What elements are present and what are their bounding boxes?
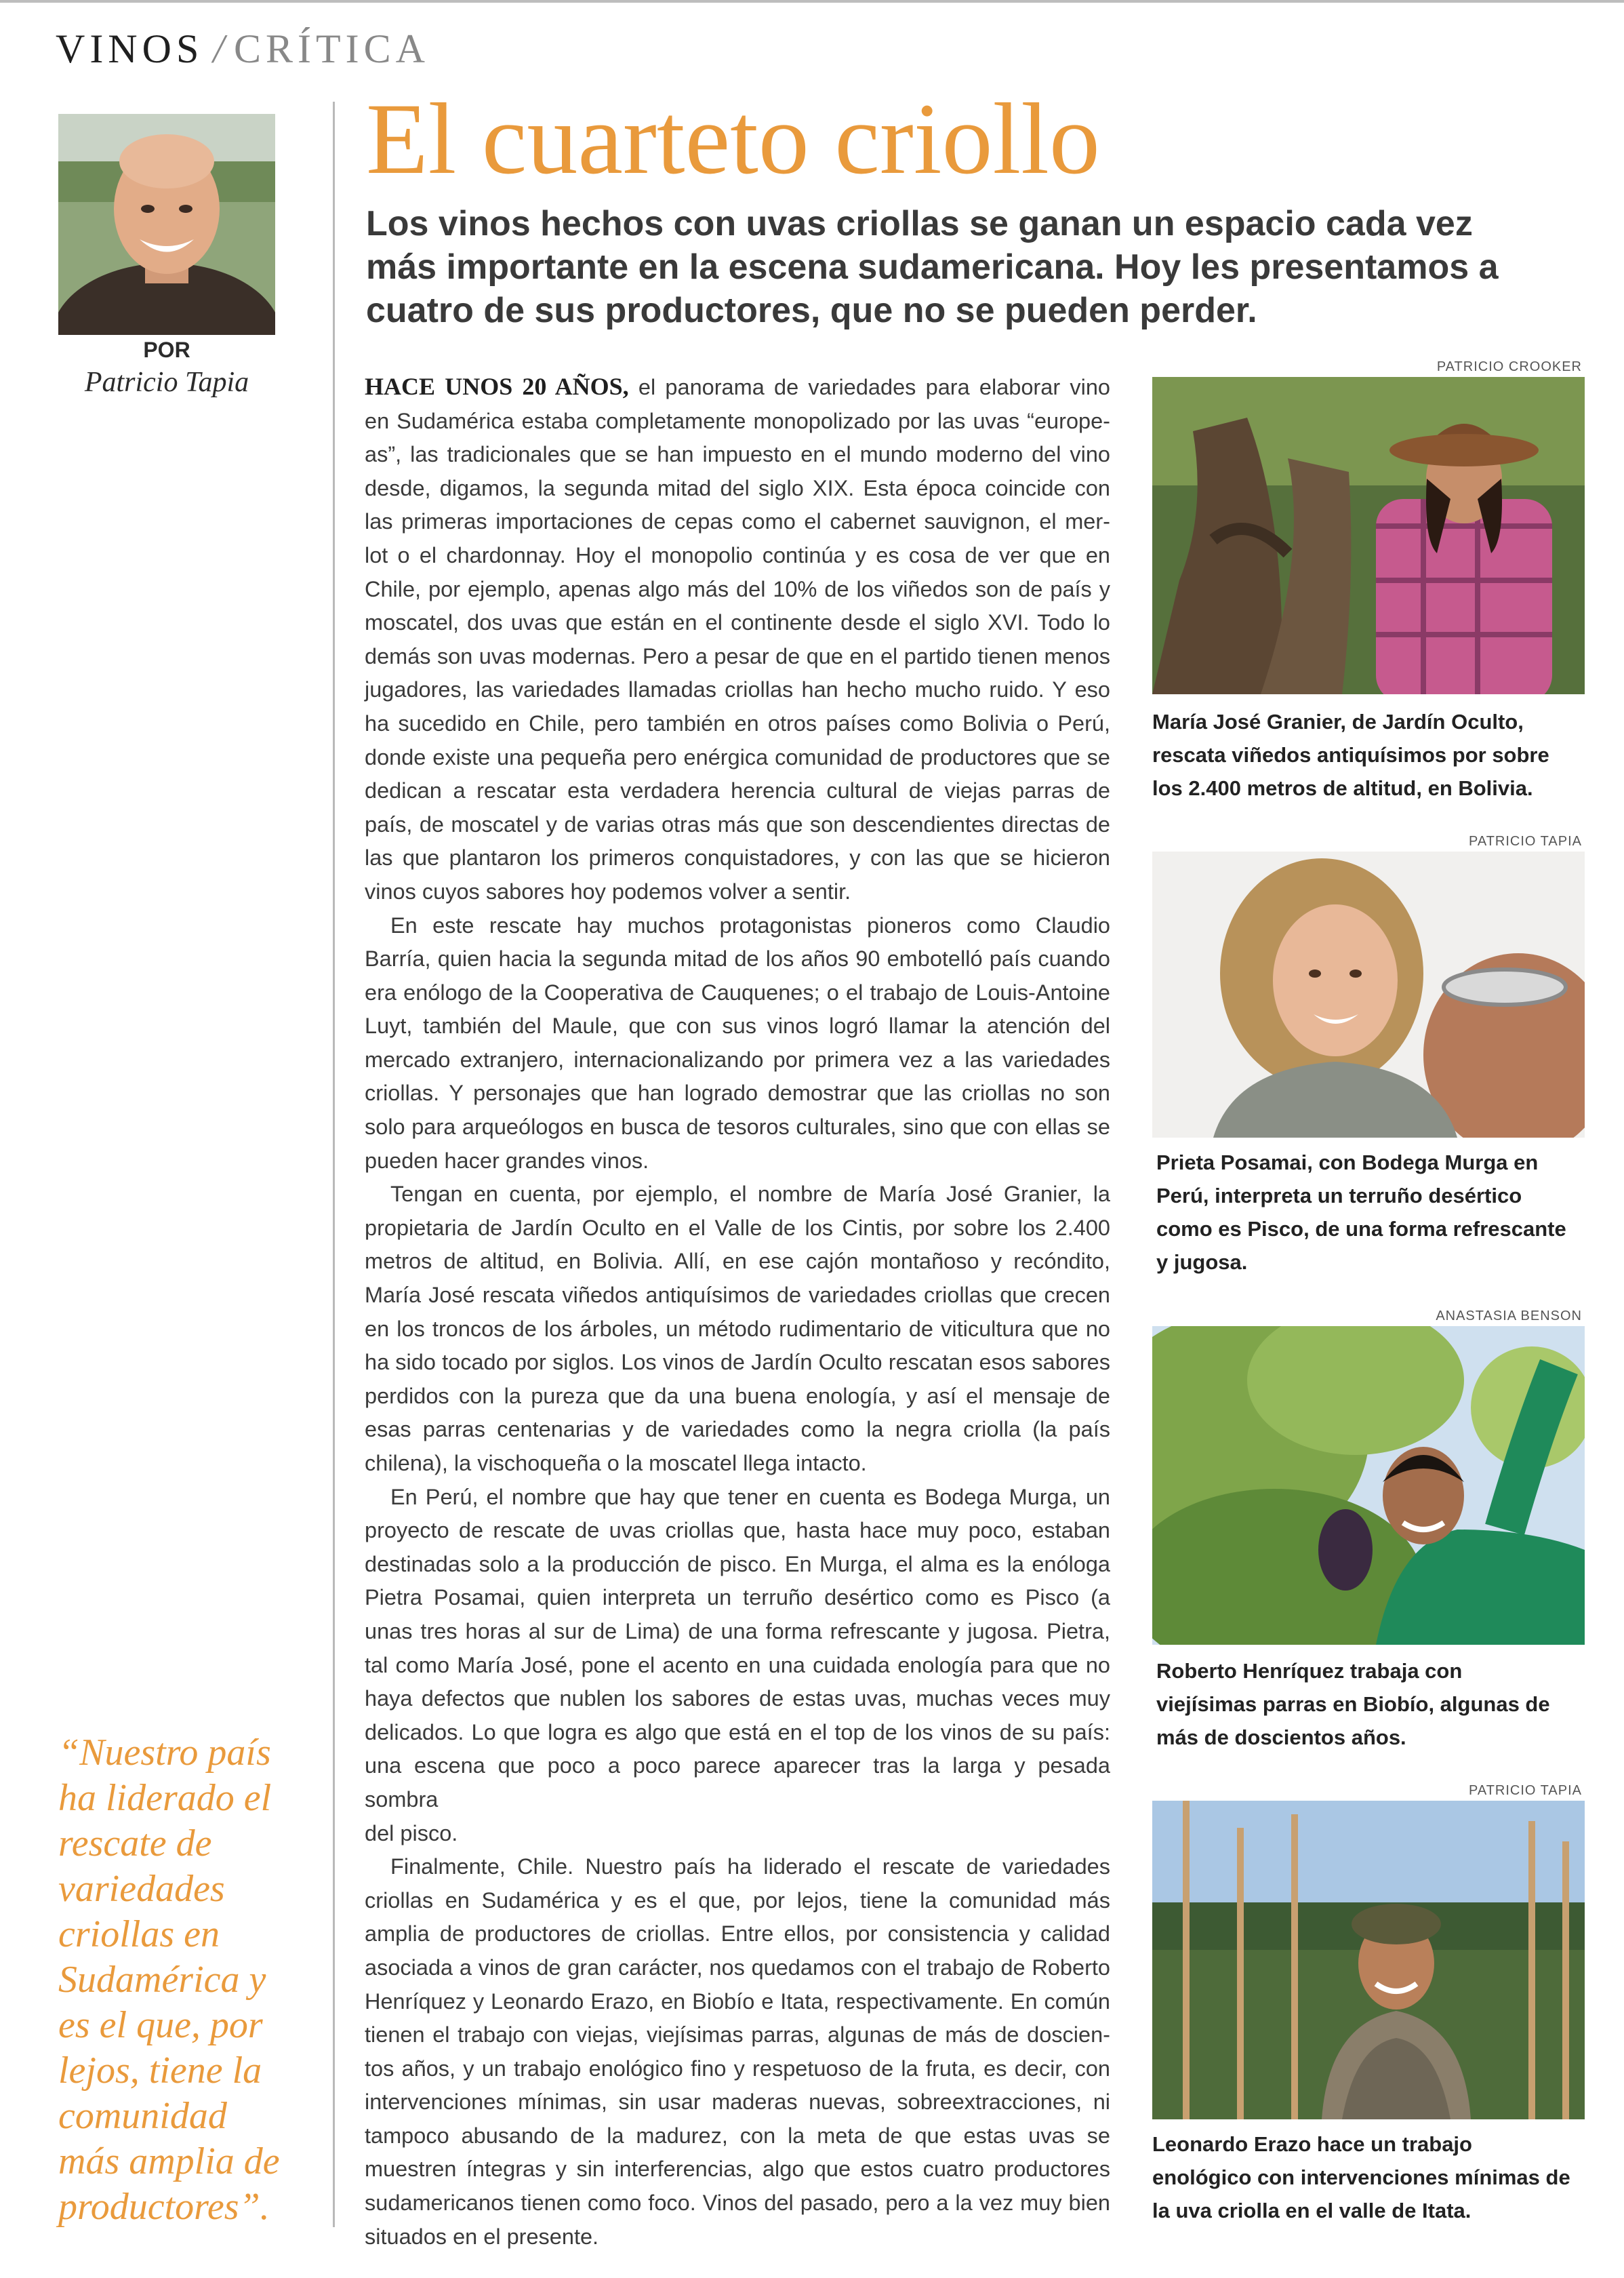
body-line: las primeras importaciones de cepas como el cabernet sauvignon, el mer- [365,509,1110,534]
caption-line: enológico con intervenciones mínimas de [1152,2165,1570,2189]
body-line: intervenciones mínimas, sin usar maderas nuevas, sobreextracciones, ni [365,2090,1110,2115]
caption-line: Prieta Posamai, con Bodega Murga en [1156,1151,1539,1174]
body-line: muestren íntegras y sin interferencias, algo que estos cuatro productores [365,2157,1110,2182]
dek [366,202,1586,332]
pull-quote-line: más amplia de [58,2140,280,2182]
lead-in: HACE UNOS 20 AÑOS, [365,373,629,400]
body-line: donde existe una pequeña pero enérgica comunidad de productores que se [365,744,1110,770]
photo-caption [1156,1654,1597,1754]
body-line: unas tres horas al sur de Lima) de una forma refrescante y jugosa. Pietra, [365,1618,1110,1643]
body-line: esas parras centenarias y de variedades como la negra criolla (la país [365,1417,1110,1442]
pull-quote-line: rescate de [58,1822,212,1864]
lead-rest: el panorama de variedades para elaborar vino [638,375,1110,399]
photo-caption [1156,1146,1597,1279]
pull-quote-line: es el que, por [58,2004,263,2046]
author-name: Patricio Tapia [84,367,249,398]
body-line: destinadas solo a la producción de pisco. En Murga, el alma es la enóloga [365,1551,1110,1576]
body-line: proyecto de rescate de uvas criollas que, hasta hace muy poco, estaban [365,1518,1110,1543]
section-separator: / [213,26,225,71]
body-line: demás son uvas modernas. Pero a pesar de que en el partido tienen menos [365,643,1110,668]
body-line: las que plantaron los primeros conquistadores, y con las que se hicieron [365,845,1110,871]
body-line: criollas en Sudamérica y es el que, por lejos, tiene la comunidad más [365,1887,1110,1913]
body-line: una escena que poco a poco parece aparecer tras la larga y pesada sombra [365,1753,1110,1812]
body-line: lot o el chardonnay. Hoy el monopolio continúa y es cosa de ver que en [365,542,1110,567]
body-line: ha sucedido en Chile, pero también en otros países como Bolivia o Perú, [365,711,1110,736]
caption-line: los 2.400 metros de altitud, en Bolivia. [1152,776,1533,800]
caption-line: viejísimas parras en Biobío, algunas de [1156,1692,1550,1716]
dek-line: más importante en la escena sudamericana. Hoy les presentamos a [366,247,1499,287]
pull-quote-line: “Nuestro país [58,1732,271,1774]
body-line: jugadores, las variedades llamadas criollas han hecho mucho ruido. Y eso [365,677,1110,702]
photo-leonardo-erazo [1152,1801,1585,2119]
body-line: vinos cuyos sabores hoy podemos volver a sentir. [365,879,851,904]
body-line: metros de altitud, en Bolivia. Allí, en ese cajón montañoso y recóndito, [365,1249,1110,1274]
pull-quote-line: Sudamérica y [58,1959,266,2001]
body-line: tal como María José, pone el acento en una cuidada enología para que no [365,1652,1110,1677]
section-name: VINOS [56,26,204,71]
body-line: Finalmente, Chile. Nuestro país ha liderado el rescate de variedades [390,1854,1110,1879]
body-line: Tengan en cuenta, por ejemplo, el nombre de María José Granier, la [390,1182,1110,1207]
body-line: en los troncos de los árboles, un método rudimentario de viticultura que no [365,1316,1110,1341]
body-line: tienen el trabajo con viejas, viejísimas parras, algunas de más de doscien- [365,2022,1110,2047]
body-line: desde, digamos, la segunda mitad del siglo XIX. Esta época coincide con [365,475,1110,500]
body-line: Pietra Posamai, quien interpreta un terruño desértico como es Pisco (a [365,1585,1110,1610]
body-line: propietaria de Jardín Oculto en el Valle de los Cintis, por sobre los 2.400 [365,1215,1110,1240]
body-line: era enólogo de la Cooperativa de Cauquenes; o el trabajo de Louis-Antoine [365,980,1110,1005]
body-line: Luyt, también del Maule, que con sus vinos logró llamar la atención del [365,1014,1110,1039]
article-body [365,370,1110,2254]
body-line: solo para arqueólogos en busca de tesoros culturales, sino que con ellas se [365,1115,1110,1140]
body-line: situados en el presente. [365,2224,599,2249]
body-line: chilena), la vischoqueña o la moscatel llega intacto. [365,1451,867,1475]
body-line: dedican a rescatar esta verdadera herencia cultural de viejas parras de [365,778,1110,803]
body-line: tos años, y un trabajo enológico fino y respetuoso de la fruta, es decir, con [365,2056,1110,2081]
photo-caption [1152,705,1593,805]
body-line: María José rescata viñedos antiquísimos de variedades criollas que crecen [365,1283,1110,1308]
body-line: as”, las tradicionales que se han impuesto en el mundo moderno del vino [365,442,1110,467]
body-line: delicados. Lo que logra es algo que está en el top de los vinos de su país: [365,1719,1110,1744]
body-line: ha sido tocado por siglos. Los vinos de Jardín Oculto rescatan esos sabores [365,1350,1110,1375]
caption-line: y jugosa. [1156,1250,1248,1274]
body-line: tampoco abusando de la madurez, con la meta de que estas uvas se [365,2123,1110,2148]
photo-credit: ANASTASIA BENSON [1436,1308,1582,1323]
body-line: moscatel, dos uvas que están en el continente desde el siglo XVI. Todo lo [365,610,1110,635]
byline-label: POR [143,338,190,362]
body-line: pueden hacer grandes vinos. [365,1148,649,1173]
body-line: perdidos con la pureza que da una buena enología, y así el mensaje de [365,1383,1110,1408]
pull-quote-line: lejos, tiene la [58,2050,262,2092]
body-line: Henríquez y Leonardo Erazo, en Biobío e Itata, respectivamente. En común [365,1989,1110,2014]
top-rule [0,0,1624,3]
pull-quote-line: ha liderado el [58,1777,272,1819]
body-line: En este rescate hay muchos protagonistas pioneros como Claudio [390,913,1110,938]
dek-line: cuatro de sus productores, que no se pueden perder. [366,291,1257,330]
section-header [56,26,430,73]
body-line: del pisco. [365,1820,458,1845]
photo-credit: PATRICIO CROOKER [1436,359,1582,374]
caption-line: Leonardo Erazo hace un trabajo [1152,2132,1472,2156]
body-line: amplia de productores de criollas. Entre ellos, por consistencia y calidad [365,1921,1110,1946]
pull-quote-line: productores”. [58,2186,270,2228]
caption-line: como es Pisco, de una forma refrescante [1156,1217,1566,1241]
photo-roberto-henriquez [1152,1326,1585,1645]
column-divider [333,102,335,2227]
photo-credit: PATRICIO TAPIA [1469,834,1582,849]
body-line: mercado extranjero, internacionalizando por primera vez a las variedades [365,1047,1110,1072]
body-line: Chile, por ejemplo, apenas algo más del 10% de los viñedos son de país y [365,576,1110,601]
body-line: En Perú, el nombre que hay que tener en cuenta es Bodega Murga, un [390,1484,1110,1509]
body-line [365,370,1110,405]
pull-quote [58,1730,329,2230]
pull-quote-line: variedades [58,1868,225,1910]
caption-line: rescata viñedos antiquísimos por sobre [1152,743,1549,767]
body-line: en Sudamérica estaba completamente monopolizado por las uvas “europe- [365,408,1110,433]
caption-line: Roberto Henríquez trabaja con [1156,1659,1463,1683]
pull-quote-line: comunidad [58,2095,227,2137]
dek-line: Los vinos hechos con uvas criollas se ganan un espacio cada vez [366,204,1473,243]
author-photo [58,114,275,335]
photo-prieta-posamai [1152,852,1585,1138]
caption-line: María José Granier, de Jardín Oculto, [1152,710,1524,734]
body-line: Barría, quien hacia la segunda mitad de los años 90 embotelló país cuando [365,946,1110,972]
body-line: asociada a vinos de gran carácter, nos quedamos con el trabajo de Roberto [365,1955,1110,1980]
photo-caption [1152,2127,1593,2227]
headline: El cuarteto criollo [366,83,1100,195]
body-line: país, de moscatel y de varias otras más que son descendientes directas de [365,812,1110,837]
photo-credit: PATRICIO TAPIA [1469,1783,1582,1798]
section-sub: CRÍTICA [234,26,430,71]
pull-quote-line: criollas en [58,1913,220,1955]
body-line: sudamericanos tienen como foco. Vinos del pasado, pero a la vez muy bien [365,2191,1110,2216]
caption-line: más de doscientos años. [1156,1725,1406,1749]
body-line: haya defectos que nublen los sabores de estas uvas, muchas veces muy [365,1686,1110,1711]
body-line: criollas. Y personajes que han logrado demostrar que las criollas no son [365,1081,1110,1106]
caption-line: Perú, interpreta un terruño desértico [1156,1184,1522,1207]
photo-maria-jose-granier [1152,377,1585,694]
caption-line: la uva criolla en el valle de Itata. [1152,2199,1471,2222]
